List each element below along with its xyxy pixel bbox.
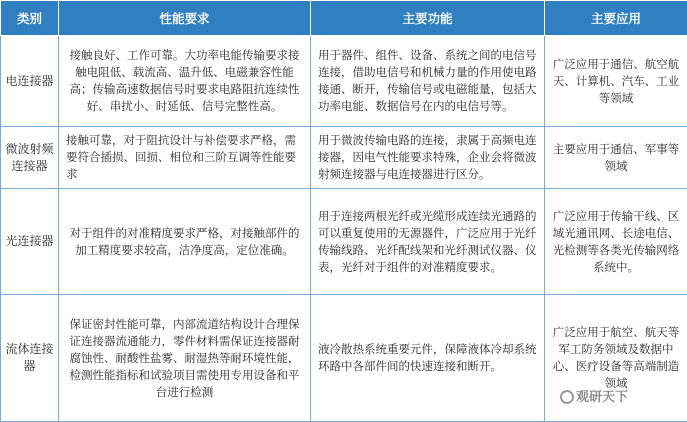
application-cell: 广泛应用于传输干线、区域光通讯网、长途电信、光检测等各类光传输网络系统中。: [545, 189, 687, 295]
header-function: 主要功能: [311, 1, 545, 36]
table-header-row: [1, 1, 687, 36]
category-cell: 微波射频连接器: [1, 127, 59, 189]
header-category: 类别: [1, 1, 59, 36]
performance-cell: 对于组件的对准精度要求严格，对接触部件的加工精度要求较高，洁净度高，定位准确。: [59, 189, 311, 295]
table-row: [1, 189, 687, 295]
application-cell: 主要应用于通信、军事等领域: [545, 127, 687, 189]
performance-cell: 接触可靠，对于阻抗设计与补偿要求严格，需要符合插损、回损、相位和三阶互调等性能要求: [59, 127, 311, 189]
application-cell: 广泛应用于通信、航空航天、计算机、汽车、工业等领域: [545, 36, 687, 127]
function-cell: 用于微波传输电路的连接，隶属于高频电连接器，因电气性能要求特殊，企业会将微波射频连接器与电连接器进行区分。: [311, 127, 545, 189]
function-cell: 用于连接两根光纤或光缆形成连续光通路的可以重复使用的无源器件，广泛应用于光纤传输线路、光纤配线架和光纤测试仪器、仪表，光纤对于组件的对准精度要求。: [311, 189, 545, 295]
table-row: [1, 295, 687, 422]
header-application: 主要应用: [545, 1, 687, 36]
application-cell: 广泛应用于航空、航天等军工防务领域及数据中心、医疗设备等高端制造领域: [545, 295, 687, 422]
table-row: [1, 127, 687, 189]
category-cell: 光连接器: [1, 189, 59, 295]
function-cell: 液冷散热系统重要元件，保障液体冷却系统环路中各部件间的快速连接和断开。: [311, 295, 545, 422]
category-cell: 流体连接器: [1, 295, 59, 422]
function-cell: 用于器件、组件、设备、系统之间的电信号连接，借助电信号和机械力量的作用使电路接通、断开，传输信号或电磁能量，包括大功率电能、数据信号在内的电信号等。: [311, 36, 545, 127]
category-cell: 电连接器: [1, 36, 59, 127]
table-row: [1, 36, 687, 127]
watermark-text: 观研天下: [576, 390, 629, 405]
header-performance: 性能要求: [59, 1, 311, 36]
performance-cell: 保证密封性能可靠，内部流道结构设计合理保证连接器流通能力，零件材料需保证连接器耐腐蚀性、耐酸性盐雾、耐湿热等耐环境性能，检测性能指标和试验项目需使用专用设备和平台进行检测: [59, 295, 311, 422]
performance-cell: 接触良好、工作可靠。大功率电能传输要求接触电阻低、载流高、温升低、电磁兼容性能高；传输高速数据信号时要求电路阻抗连续性好、串扰小、时延低、信号完整性高。: [59, 36, 311, 127]
